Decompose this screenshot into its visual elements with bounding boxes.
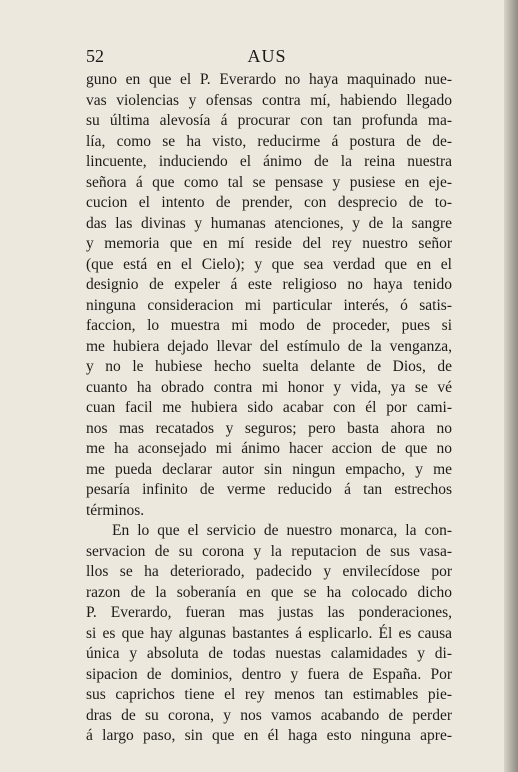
text-line: lincuente, induciendo el ánimo de la reina nuestra — [86, 153, 452, 170]
text-line: me pueda declarar autor sin ningun empacho, y me — [86, 460, 452, 478]
text-line: lía, como se ha visto, reducirme á postura de de- — [86, 132, 452, 150]
paragraph-end-line: términos. — [86, 501, 145, 519]
text-line: guno en que el P. Everardo no haya maquinado nue- — [86, 71, 452, 88]
running-head: AUS — [247, 46, 287, 66]
text-line: y no le hubiese hecho suelta delante de Dios, de — [86, 358, 452, 375]
text-line: servacion de su corona y la reputacion de sus vasa- — [86, 542, 452, 560]
text-line: razon de la soberanía en que se ha colocado dicho — [86, 583, 452, 601]
text-line: (que está en el Cielo); y que sea verdad que en el — [86, 255, 452, 273]
text-line: sipacion de dominios, dentro y fuera de España. Por — [86, 665, 452, 683]
text-line: cucion el intento de prender, con desprecio de to- — [86, 194, 452, 211]
text-line: única y absoluta de todas nuestas calamidades y di- — [86, 645, 452, 662]
text-line: ninguna consideracion mi particular interés, ó satis- — [86, 296, 452, 314]
text-line: vas violencias y ofensas contra mí, habiendo llegado — [86, 91, 452, 109]
text-line: P. Everardo, fueran mas justas las ponderaciones, — [86, 604, 452, 621]
page-gutter-shadow — [504, 0, 518, 772]
page-header — [86, 46, 448, 70]
text-line: pesaría infinito de verme reducido á tan estrechos — [86, 481, 452, 498]
text-line: cuan facil me hubiera sido acabar con él por cami- — [86, 399, 452, 416]
text-line: nos mas recatados y seguros; pero basta ahora no — [86, 419, 452, 437]
paragraph-start-line: En lo que el servicio de nuestro monarca, la con- — [112, 522, 452, 539]
page-number: 52 — [86, 46, 104, 66]
text-line: me ha aconsejado mi ánimo hacer accion de que no — [86, 440, 452, 457]
text-line: das las divinas y humanas atenciones, y de la sangre — [86, 214, 452, 232]
text-line: cuanto ha obrado contra mi honor y vida, ya se vé — [86, 378, 452, 396]
text-line: sus caprichos tiene el rey menos tan estimables pie- — [86, 686, 452, 703]
text-line: señora á que como tal se pensase y pusiese en eje- — [86, 173, 452, 191]
text-line: dras de su corona, y nos vamos acabando de perder — [86, 706, 452, 724]
text-line: su última alevosía á procurar con tan profunda ma- — [86, 112, 452, 129]
body-text — [86, 70, 452, 747]
text-line: faccion, lo muestra mi modo de proceder, pues si — [86, 317, 452, 334]
text-line: y memoria que en mí reside del rey nuestro señor — [86, 235, 452, 252]
text-line: á largo paso, sin que en él haga esto ninguna apre- — [86, 727, 452, 744]
text-line: llos se ha deteriorado, padecido y envilecídose por — [86, 563, 452, 580]
text-line: designio de expeler á este religioso no haya tenido — [86, 276, 452, 293]
text-line: me hubiera dejado llevar del estímulo de la venganza, — [86, 337, 452, 355]
text-line: si es que hay algunas bastantes á esplicarlo. Él es causa — [86, 624, 452, 642]
